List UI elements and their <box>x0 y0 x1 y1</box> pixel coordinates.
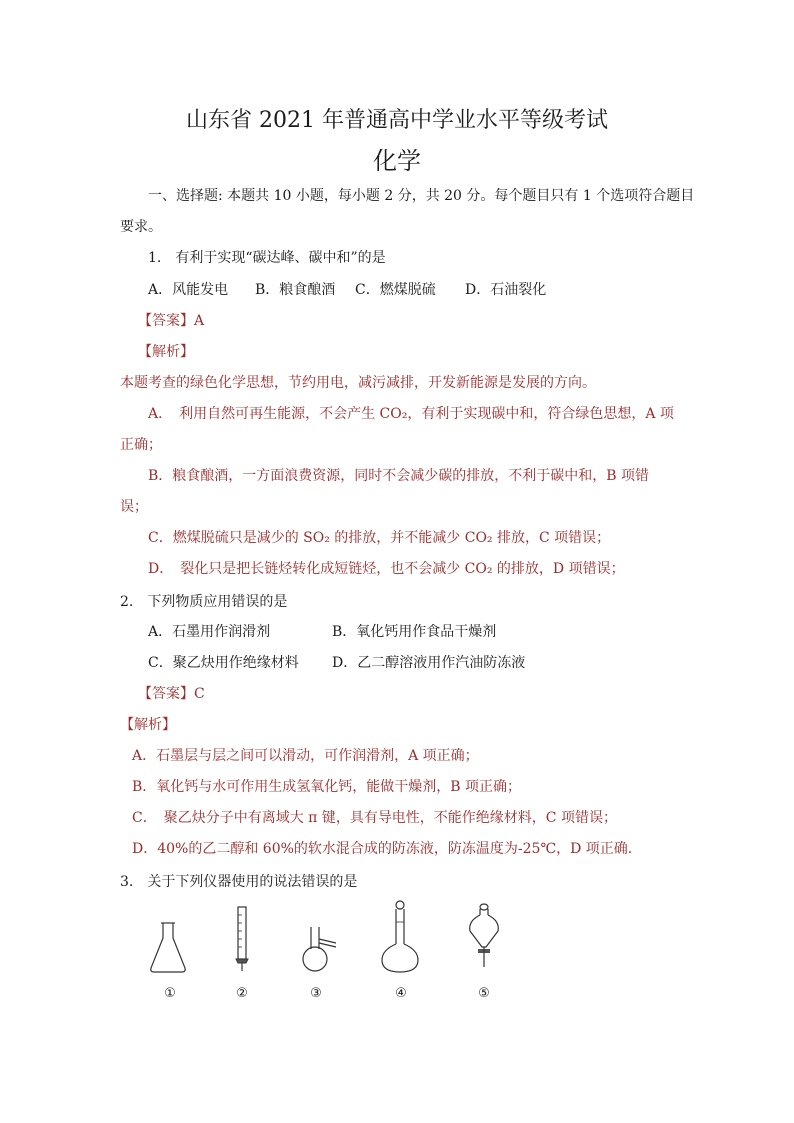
q2-option-c: C．聚乙炔用作绝缘材料 <box>148 655 299 671</box>
page-title: 山东省 2021 年普通高中学业水平等级考试 <box>186 108 608 133</box>
subject-title: 化学 <box>373 147 421 175</box>
q2-analysis-line: A．石墨层与层之间可以滑动，可作润滑剂，A 项正确； <box>132 748 479 764</box>
q1-option-c: C．燃煤脱硫 <box>355 282 436 298</box>
q1-answer: 【答案】A <box>138 313 205 329</box>
conical-flask-icon <box>148 920 188 979</box>
q1-analysis-line: B．粮食酿酒，一方面浪费资源，同时不会减少碳的排放，不利于碳中和，B 项错 <box>148 468 650 484</box>
q1-option-a: A．风能发电 <box>148 282 229 298</box>
q1-analysis-label: 【解析】 <box>138 344 194 360</box>
q2-option-a: A．石墨用作润滑剂 <box>148 624 271 640</box>
q2-analysis-line: C． 聚乙炔分子中有离域大 π 键，具有导电性，不能作绝缘材料，C 项错误； <box>132 810 617 826</box>
instrument-label: ④ <box>395 986 407 1001</box>
q1-analysis-line: C．燃煤脱硫只是减少的 SO₂ 的排放，并不能减少 CO₂ 排放，C 项错误； <box>148 530 611 546</box>
q2-option-d: D．乙二醇溶液用作汽油防冻液 <box>332 655 526 671</box>
section-instruction-cont: 要求。 <box>120 219 162 235</box>
q1-analysis-line: 误； <box>120 499 148 515</box>
q2-analysis-label: 【解析】 <box>120 717 176 733</box>
q1-analysis-line: A． 利用自然可再生能源，不会产生 CO₂，有利于实现碳中和，符合绿色思想，A 项 <box>148 406 674 422</box>
q1-option-d: D．石油裂化 <box>465 282 547 298</box>
q2-answer: 【答案】C <box>138 686 205 702</box>
separatory-funnel-icon <box>464 903 504 977</box>
distillation-flask-icon <box>300 925 340 977</box>
instrument-label: ① <box>164 986 176 1001</box>
section-instruction: 一、选择题: 本题共 10 小题，每小题 2 分，共 20 分。每个题目只有 1 个选项符合题目 <box>148 188 695 204</box>
burette-icon <box>230 905 254 979</box>
q1-analysis-line: D． 裂化只是把长链烃转化成短链烃，也不会减少 CO₂ 的排放，D 项错误； <box>148 561 625 577</box>
q1-option-b: B．粮食酿酒 <box>255 282 336 298</box>
volumetric-flask-icon <box>378 900 422 979</box>
q1-analysis-line: 正确； <box>120 437 162 453</box>
q2-analysis-line: B．氧化钙与水可作用生成氢氧化钙，能做干燥剂，B 项正确； <box>132 779 522 795</box>
q3-stem: 3. 关于下列仪器使用的说法错误的是 <box>120 874 358 890</box>
q2-option-b: B．氧化钙用作食品干燥剂 <box>332 624 497 640</box>
instrument-label: ③ <box>310 986 322 1001</box>
instrument-label: ② <box>236 986 248 1001</box>
q2-analysis-line: D．40%的乙二醇和 60%的软水混合成的防冻液，防冻温度为-25℃，D 项正确. <box>132 841 633 857</box>
q2-stem: 2. 下列物质应用错误的是 <box>120 594 288 610</box>
instrument-label: ⑤ <box>478 986 490 1001</box>
q1-analysis-line: 本题考查的绿色化学思想，节约用电，减污减排，开发新能源是发展的方向。 <box>120 375 596 391</box>
q1-stem: 1. 有利于实现“碳达峰、碳中和”的是 <box>148 250 386 266</box>
